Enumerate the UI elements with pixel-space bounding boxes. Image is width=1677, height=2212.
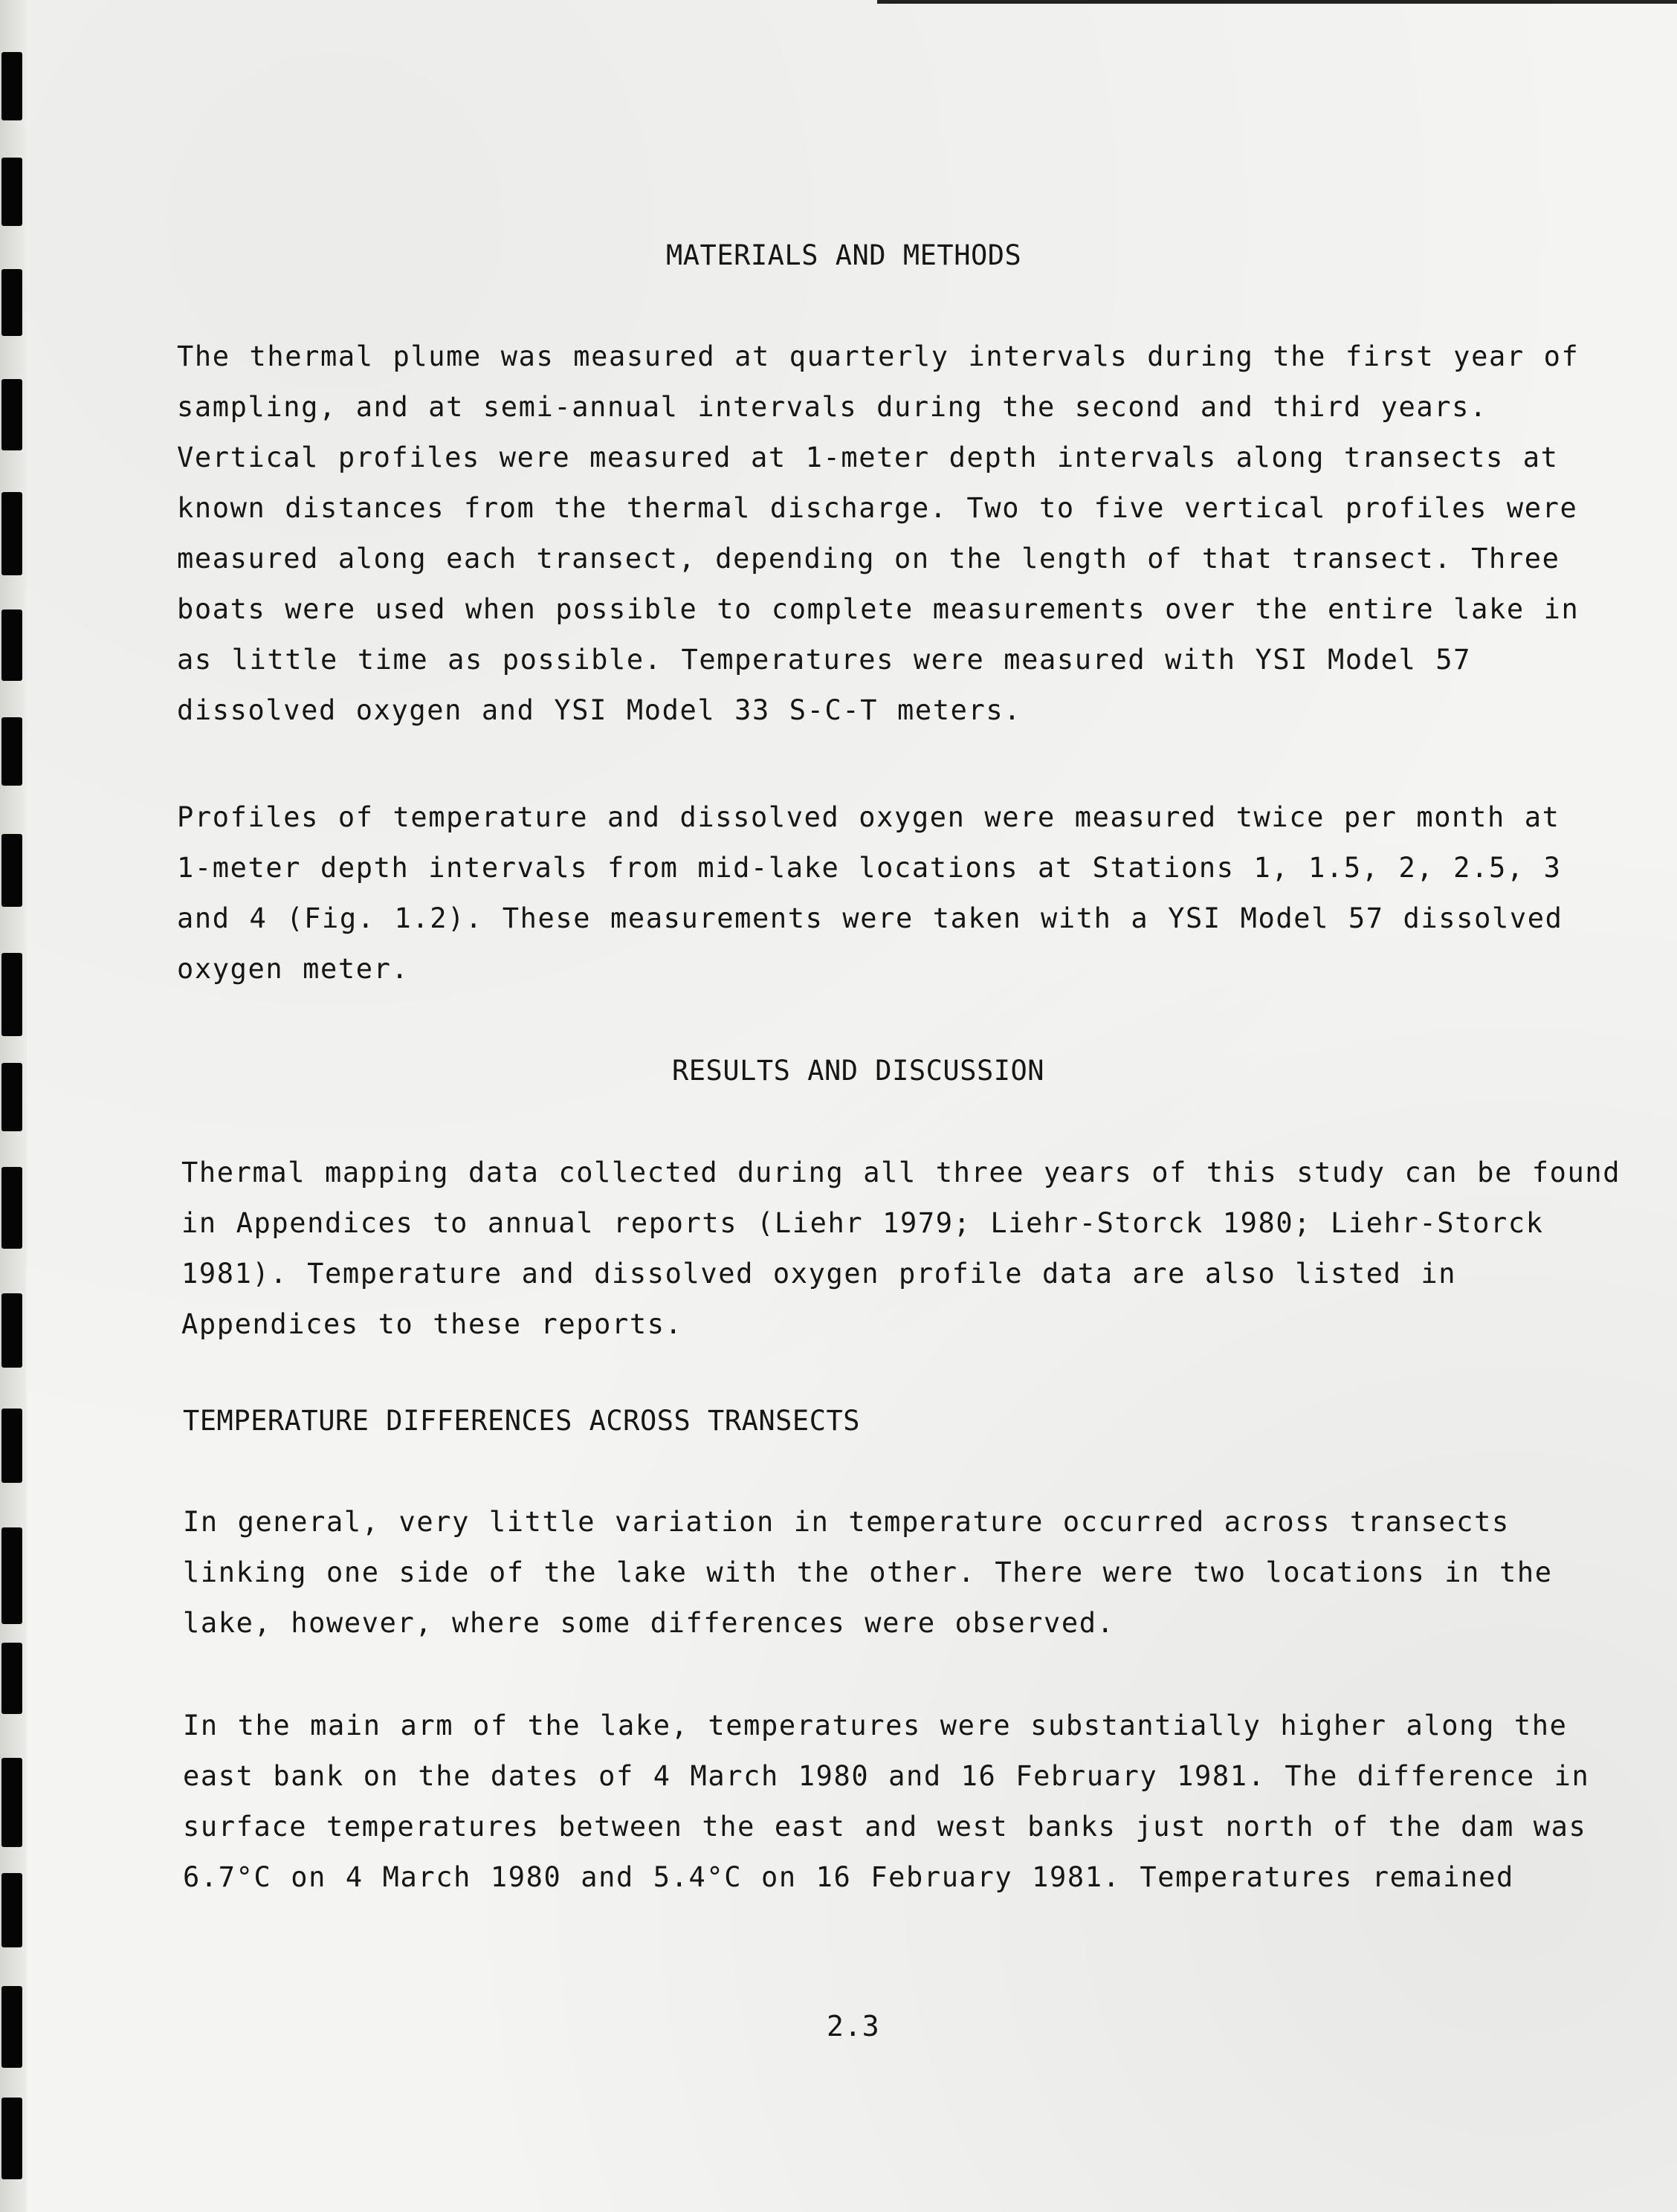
materials-methods-heading: MATERIALS AND METHODS bbox=[666, 239, 1022, 271]
text-line: as little time as possible. Temperatures were measured with YSI Model 57 bbox=[177, 644, 1472, 676]
binding-hole bbox=[1, 1758, 22, 1847]
text-line: Thermal mapping data collected during all three years of this study can be found bbox=[181, 1157, 1621, 1189]
paragraph-general-variation bbox=[183, 1497, 1553, 1649]
text-line: 6.7°C on 4 March 1980 and 5.4°C on 16 February 1981. Temperatures remained bbox=[183, 1861, 1514, 1893]
page-number: 2.3 bbox=[827, 2010, 880, 2043]
binding-hole bbox=[1, 609, 22, 681]
binding-hole bbox=[1, 953, 22, 1036]
text-line: In general, very little variation in temperature occurred across transects bbox=[183, 1506, 1510, 1538]
binding-strip bbox=[0, 0, 27, 2212]
top-edge-rule bbox=[877, 0, 1677, 4]
text-line: Profiles of temperature and dissolved oxygen were measured twice per month at bbox=[177, 801, 1560, 833]
text-line: sampling, and at semi-annual intervals during the second and third years. bbox=[177, 391, 1487, 423]
text-line: lake, however, where some differences were observed. bbox=[183, 1607, 1115, 1639]
binding-hole bbox=[1, 1527, 22, 1624]
text-line: 1-meter depth intervals from mid-lake locations at Stations 1, 1.5, 2, 2.5, 3 bbox=[177, 852, 1562, 884]
paragraph-thermal-mapping bbox=[181, 1148, 1621, 1350]
binding-hole bbox=[1, 1986, 22, 2068]
text-line: linking one side of the lake with the other. There were two locations in the bbox=[183, 1556, 1553, 1588]
text-line: oxygen meter. bbox=[177, 953, 410, 985]
text-line: The thermal plume was measured at quarterly intervals during the first year of bbox=[177, 340, 1580, 372]
text-line: boats were used when possible to complete measurements over the entire lake in bbox=[177, 593, 1580, 625]
paragraph-main-arm bbox=[183, 1701, 1590, 1903]
text-line: in Appendices to annual reports (Liehr 1979; Liehr-Storck 1980; Liehr-Storck bbox=[181, 1207, 1544, 1239]
temperature-differences-heading: TEMPERATURE DIFFERENCES ACROSS TRANSECTS bbox=[183, 1405, 861, 1437]
binding-hole bbox=[1, 158, 22, 226]
text-line: In the main arm of the lake, temperatures were substantially higher along the bbox=[183, 1710, 1568, 1742]
text-line: Appendices to these reports. bbox=[181, 1308, 683, 1340]
text-line: 1981). Temperature and dissolved oxygen profile data are also listed in bbox=[181, 1258, 1457, 1290]
binding-hole bbox=[1, 492, 22, 575]
text-line: known distances from the thermal discharge. Two to five vertical profiles were bbox=[177, 492, 1578, 524]
binding-hole bbox=[1, 52, 22, 120]
binding-hole bbox=[1, 269, 22, 336]
text-line: measured along each transect, depending on the length of that transect. Three bbox=[177, 543, 1560, 575]
binding-hole bbox=[1, 834, 22, 907]
paragraph-plume-measurement bbox=[177, 332, 1580, 736]
text-line: east bank on the dates of 4 March 1980 and 16 February 1981. The difference in bbox=[183, 1760, 1590, 1792]
text-line: surface temperatures between the east and west banks just north of the dam was bbox=[183, 1811, 1587, 1843]
binding-hole bbox=[1, 1643, 22, 1714]
binding-hole bbox=[1, 2098, 22, 2179]
results-discussion-heading: RESULTS AND DISCUSSION bbox=[672, 1055, 1045, 1087]
binding-hole bbox=[1, 1167, 22, 1249]
binding-hole bbox=[1, 1063, 22, 1131]
paragraph-profiles bbox=[177, 792, 1563, 995]
binding-hole bbox=[1, 717, 22, 786]
text-line: dissolved oxygen and YSI Model 33 S-C-T meters. bbox=[177, 694, 1022, 726]
binding-hole bbox=[1, 1293, 22, 1368]
binding-hole bbox=[1, 379, 22, 450]
binding-hole bbox=[1, 1409, 22, 1483]
text-line: and 4 (Fig. 1.2). These measurements were taken with a YSI Model 57 dissolved bbox=[177, 902, 1563, 934]
text-line: Vertical profiles were measured at 1-meter depth intervals along transects at bbox=[177, 442, 1559, 473]
binding-hole bbox=[1, 1873, 22, 1947]
